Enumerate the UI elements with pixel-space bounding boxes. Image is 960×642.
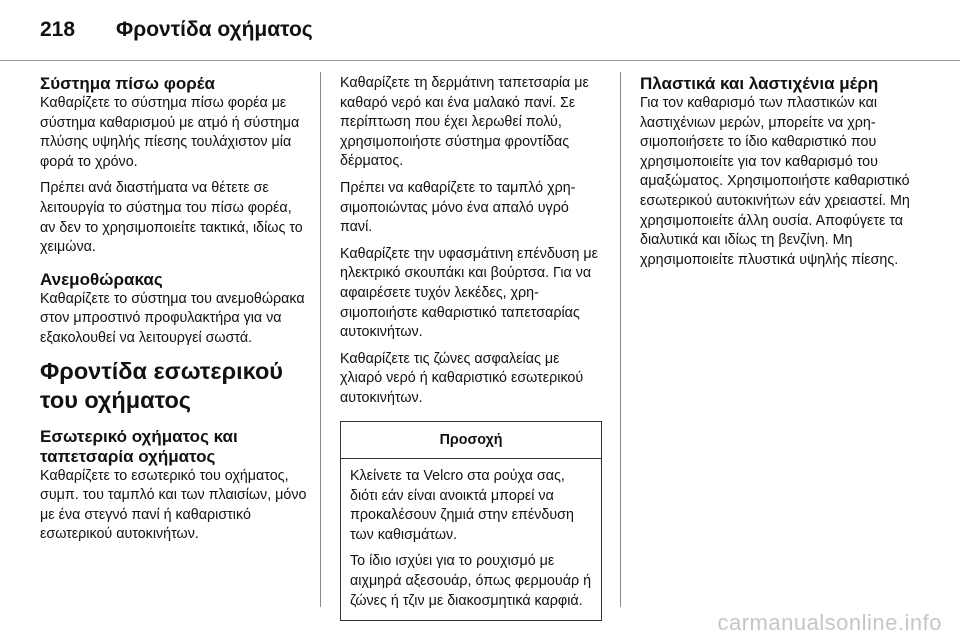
caution-paragraph: Κλείνετε τα Velcro στα ρούχα σας, διότι εάν είναι ανοικτά μπορεί να προκαλέσουν ζημιά στην επένδυση των καθισμάτων. [350,468,574,543]
page-header [40,10,313,50]
paragraph: Καθαρίζετε τη δερμάτινη ταπετσαρία με καθαρό νερό και ένα μαλακό πανί. Σε περίπτωση που έχει λερωθεί πολύ, χρησιμοποιήστε σύστημα φροντίδας δέρματος. [340,75,589,170]
paragraph: Πρέπει να καθαρίζετε το ταμπλό χρησιμοποιώντας μόνο ένα απαλό υγρό πανί. [340,179,576,236]
column-right [640,74,910,277]
column-left [40,74,310,552]
caution-body [341,459,601,620]
column-middle [340,74,602,621]
section-heading-plastic-rubber: Πλαστικά και λαστιχένια μέρη [640,74,879,93]
paragraph: Για τον καθαρισμό των πλαστικών και λαστιχένιων μερών, μπορείτε να χρησιμοποιήσετε το ίδιο καθαριστικό που χρησιμοποιείτε για τον καθαρισμό του αμαξώματος. Χρησιμοποιήστε καθαριστικό εσωτερικού αυτοκινήτων εάν χρειαστεί. Μη χρησιμοποιείτε άλλη ουσία. Αποφύγετε τα διαλυτικά και ιδίως τη βενζίνη. Μη χρησιμοποιείτε πλυστικά υψηλής πίεσης. [640,95,910,268]
watermark-text: carmanualsonline.info [717,610,942,635]
page-number: 218 [40,18,76,41]
paragraph: Καθαρίζετε τις ζώνες ασφαλείας με χλιαρό νερό ή καθαριστικό εσωτερικού αυτοκινήτων. [340,350,584,406]
section-heading-windscreen: Ανεμοθώρακας [40,269,163,289]
column-divider-right [620,72,621,607]
chapter-heading-interior-care: Φροντίδα εσωτερικού του οχήματος [40,357,283,413]
paragraph: Πρέπει ανά διαστήματα να θέτετε σε λειτουργία το σύστημα του πίσω φορέα, αν δεν το χρησιμοποιείτε τακτικά, ιδίως το χειμώνα. [40,180,303,256]
paragraph: Καθαρίζετε το εσωτερικό του οχήματος, συμπ. του ταμπλό και των πλαισίων, μόνο με ένα στεγνό πανί ή καθαριστικό εσωτερικού αυτοκινήτων. [40,467,307,543]
caution-box [340,421,602,622]
paragraph: Καθαρίζετε το σύστημα του ανεμοθώρακα στον μπροστινό προφυλακτήρα για να εξακολουθεί να λειτουργεί σωστά. [40,290,305,346]
paragraph: Καθαρίζετε το σύστημα πίσω φορέα με σύστημα καθαρισμού με ατμό ή σύστημα πλύσης υψηλής πίεσης τουλάχιστον μία φορά το χρόνο. [40,95,300,170]
paragraph: Καθαρίζετε την υφασμάτινη επένδυση με ηλεκτρικό σκουπάκι και βούρτσα. Για να αφαιρέσετε τυχόν λεκέδες, χρησιμοποιήστε καθαριστικό ταπετσαρίας αυτοκινήτων. [340,245,599,341]
section-heading-interior-upholstery: Εσωτερικό οχήματος και ταπετσαρία οχήματος [40,426,238,466]
page-title: Φροντίδα οχήματος [116,18,313,41]
caution-paragraph: Το ίδιο ισχύει για το ρουχισμό με αιχμηρά αξεσουάρ, όπως φερμουάρ ή ζώνες ή τζιν με διακοσμητικά καρφιά. [350,553,592,609]
section-heading-rear-carrier: Σύστημα πίσω φορέα [40,74,215,93]
caution-title: Προσοχή [341,422,601,460]
column-divider-left [320,72,321,607]
header-divider [0,60,960,61]
